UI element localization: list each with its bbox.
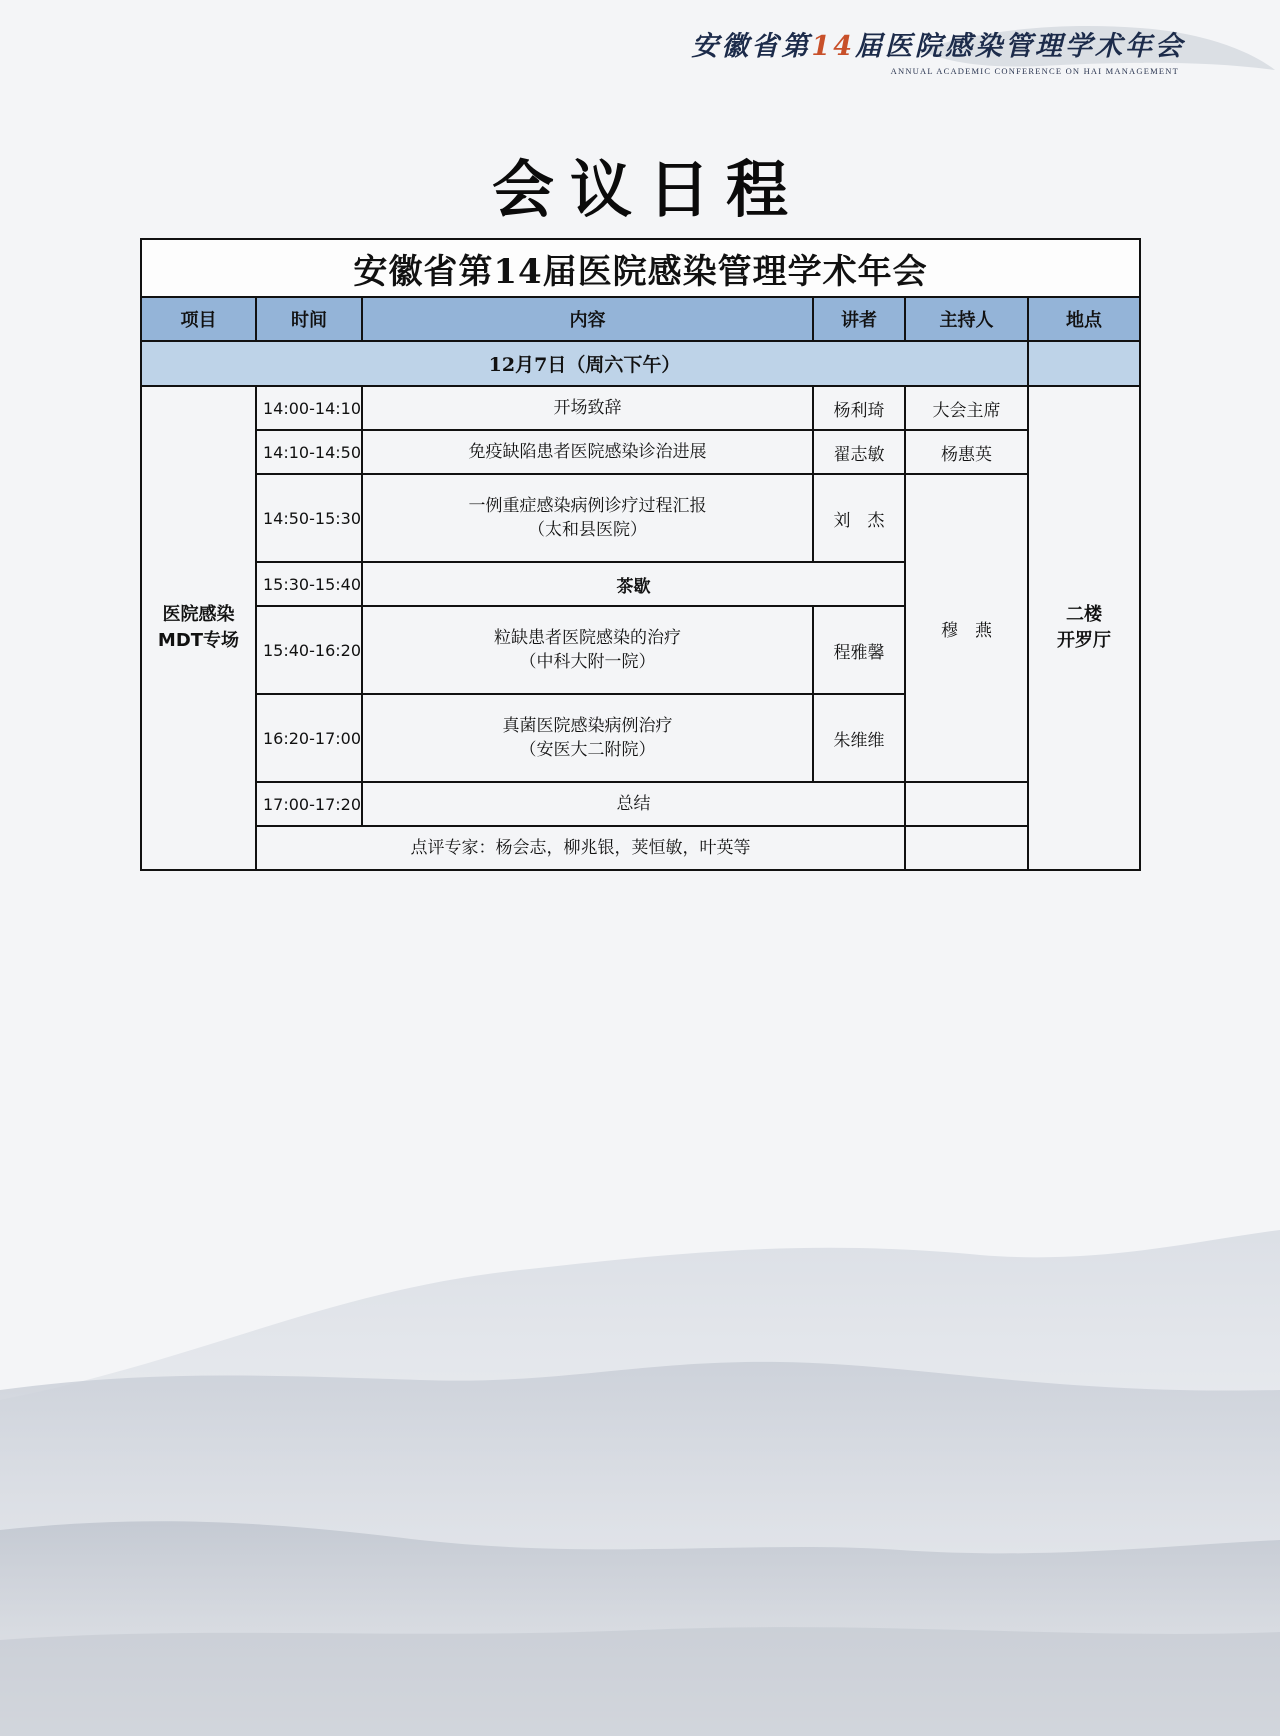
- venue-line1: 二楼: [1066, 604, 1103, 625]
- day-venue-blank: [1028, 341, 1140, 386]
- header-content: 内容: [362, 297, 813, 341]
- brand-title: [691, 24, 1185, 63]
- experts-cell: 点评专家：杨会志，柳兆银，荚恒敏，叶英等: [256, 826, 905, 870]
- topic-cell: [362, 474, 813, 562]
- host-cell: 杨惠英: [905, 430, 1028, 474]
- host-cell: 大会主席: [905, 386, 1028, 430]
- time-cell: 14:10-14:50: [256, 430, 362, 474]
- header-row: [141, 297, 1140, 341]
- header-speaker: 讲者: [813, 297, 905, 341]
- header-item: 项目: [141, 297, 256, 341]
- day-label: 12月7日（周六下午）: [141, 341, 1028, 386]
- topic-cell: [362, 694, 813, 782]
- time-cell: 14:00-14:10: [256, 386, 362, 430]
- day-row: [141, 341, 1140, 386]
- header-host: 主持人: [905, 297, 1028, 341]
- topic-line2: （太和县医院）: [528, 520, 647, 540]
- venue-line2: 开罗厅: [1057, 630, 1112, 651]
- speaker-cell: 程雅馨: [813, 606, 905, 694]
- shared-host-cell: 穆 燕: [905, 474, 1028, 782]
- brand-number: 14: [811, 31, 855, 62]
- topic-line2: （中科大附一院）: [519, 652, 656, 672]
- break-cell: 茶歇: [362, 562, 905, 606]
- header-time: 时间: [256, 297, 362, 341]
- summary-cell: 总结: [362, 782, 905, 826]
- speaker-cell: 朱维维: [813, 694, 905, 782]
- host-blank-cell: [905, 782, 1028, 826]
- topic-line1: 粒缺患者医院感染的治疗: [494, 628, 681, 648]
- schedule-table: [140, 238, 1141, 871]
- brand-prefix: 安徽省第: [691, 31, 812, 62]
- time-cell: 16:20-17:00: [256, 694, 362, 782]
- topic-line2: （安医大二附院）: [519, 740, 656, 760]
- conference-brand: [691, 24, 1185, 76]
- speaker-cell: 杨利琦: [813, 386, 905, 430]
- topic-line1: 一例重症感染病例诊疗过程汇报: [468, 496, 707, 516]
- time-cell: 15:40-16:20: [256, 606, 362, 694]
- table-row: [141, 430, 1140, 474]
- session-line2: MDT专场: [157, 630, 240, 651]
- time-cell: 15:30-15:40: [256, 562, 362, 606]
- page-title: 会议日程: [491, 153, 804, 226]
- table-banner: 安徽省第14届医院感染管理学术年会: [141, 239, 1140, 297]
- session-name: [141, 386, 256, 870]
- table-row: [141, 474, 1140, 562]
- topic-cell: 免疫缺陷患者医院感染诊治进展: [362, 430, 813, 474]
- topic-line1: 真菌医院感染病例治疗: [502, 716, 673, 736]
- time-cell: 17:00-17:20: [256, 782, 362, 826]
- session-line1: 医院感染: [162, 604, 235, 625]
- venue-cell: [1028, 386, 1140, 870]
- brand-subtitle: ANNUAL ACADEMIC CONFERENCE ON HAI MANAGEMENT: [890, 66, 1179, 76]
- header-venue: 地点: [1028, 297, 1140, 341]
- time-cell: 14:50-15:30: [256, 474, 362, 562]
- speaker-cell: 翟志敏: [813, 430, 905, 474]
- topic-cell: 开场致辞: [362, 386, 813, 430]
- brand-suffix: 届医院感染管理学术年会: [855, 31, 1185, 62]
- speaker-cell: 刘 杰: [813, 474, 905, 562]
- topic-cell: [362, 606, 813, 694]
- table-row: [141, 386, 1140, 430]
- table-row: [141, 826, 1140, 870]
- host-blank-cell: [905, 826, 1028, 870]
- table-row: [141, 782, 1140, 826]
